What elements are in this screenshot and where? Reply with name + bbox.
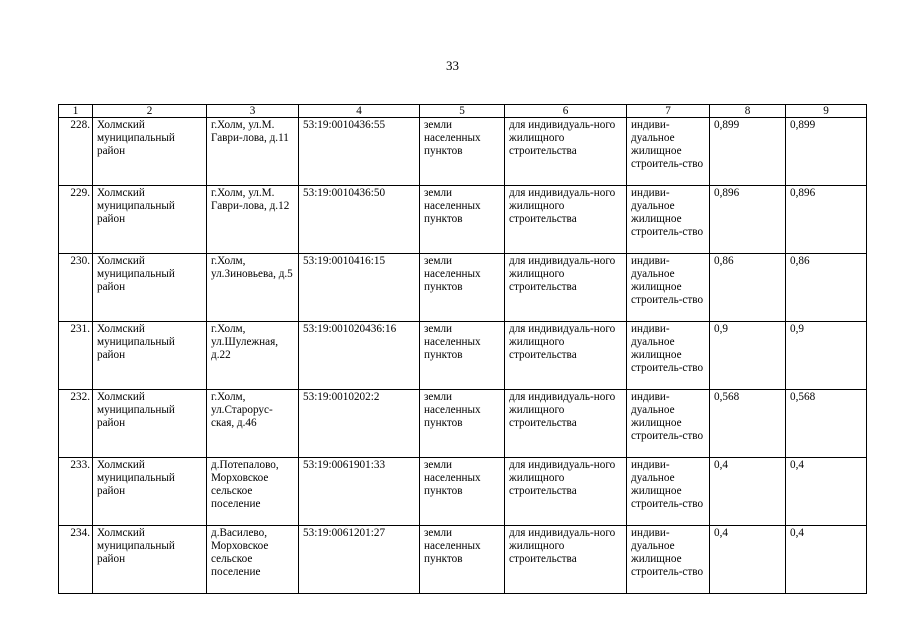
land-category-cell: земли населенных пунктов — [420, 118, 505, 186]
column-header: 3 — [207, 105, 299, 118]
row-number-cell: 233. — [59, 458, 93, 526]
area-value-cell: 0,896 — [786, 186, 867, 254]
permitted-use-cell: для индивидуаль-ного жилищного строительства — [505, 118, 627, 186]
column-header: 9 — [786, 105, 867, 118]
permitted-use-cell: для индивидуаль-ного жилищного строительства — [505, 458, 627, 526]
area-value-cell: 0,4 — [710, 526, 786, 594]
district-cell: Холмский муниципальный район — [93, 186, 207, 254]
address-cell: д.Василево, Морховское сельское поселение — [207, 526, 299, 594]
actual-use-cell: индиви-дуальное жилищное строитель-ство — [627, 186, 710, 254]
column-header: 7 — [627, 105, 710, 118]
table-row — [59, 458, 867, 526]
area-value-cell: 0,9 — [710, 322, 786, 390]
address-cell: г.Холм, ул.М. Гаври-лова, д.12 — [207, 186, 299, 254]
row-number-cell: 230. — [59, 254, 93, 322]
row-number-cell: 232. — [59, 390, 93, 458]
table-row — [59, 186, 867, 254]
area-value-cell: 0,86 — [786, 254, 867, 322]
column-header: 8 — [710, 105, 786, 118]
address-cell: д.Потепалово, Морховское сельское поселение — [207, 458, 299, 526]
land-category-cell: земли населенных пунктов — [420, 458, 505, 526]
column-number-row — [59, 105, 867, 118]
table-row — [59, 254, 867, 322]
area-value-cell: 0,86 — [710, 254, 786, 322]
table-row — [59, 390, 867, 458]
address-cell: г.Холм, ул.Старорус-ская, д.46 — [207, 390, 299, 458]
actual-use-cell: индиви-дуальное жилищное строитель-ство — [627, 118, 710, 186]
area-value-cell: 0,568 — [786, 390, 867, 458]
district-cell: Холмский муниципальный район — [93, 390, 207, 458]
address-cell: г.Холм, ул.М. Гаври-лова, д.11 — [207, 118, 299, 186]
district-cell: Холмский муниципальный район — [93, 458, 207, 526]
land-category-cell: земли населенных пунктов — [420, 322, 505, 390]
area-value-cell: 0,899 — [710, 118, 786, 186]
actual-use-cell: индиви-дуальное жилищное строитель-ство — [627, 322, 710, 390]
column-header: 6 — [505, 105, 627, 118]
land-category-cell: земли населенных пунктов — [420, 254, 505, 322]
permitted-use-cell: для индивидуаль-ного жилищного строительства — [505, 254, 627, 322]
actual-use-cell: индиви-дуальное жилищное строитель-ство — [627, 390, 710, 458]
cadastral-number-cell: 53:19:0010436:55 — [299, 118, 420, 186]
permitted-use-cell: для индивидуаль-ного жилищного строительства — [505, 322, 627, 390]
permitted-use-cell: для индивидуаль-ного жилищного строительства — [505, 526, 627, 594]
cadastral-number-cell: 53:19:0010202:2 — [299, 390, 420, 458]
land-category-cell: земли населенных пунктов — [420, 186, 505, 254]
cadastral-number-cell: 53:19:0010436:50 — [299, 186, 420, 254]
row-number-cell: 234. — [59, 526, 93, 594]
area-value-cell: 0,896 — [710, 186, 786, 254]
actual-use-cell: индиви-дуальное жилищное строитель-ство — [627, 458, 710, 526]
area-value-cell: 0,4 — [786, 526, 867, 594]
table-row — [59, 322, 867, 390]
land-registry-table — [58, 104, 867, 594]
permitted-use-cell: для индивидуаль-ного жилищного строительства — [505, 390, 627, 458]
address-cell: г.Холм, ул.Шулежная, д.22 — [207, 322, 299, 390]
row-number-cell: 231. — [59, 322, 93, 390]
row-number-cell: 228. — [59, 118, 93, 186]
cadastral-number-cell: 53:19:0010416:15 — [299, 254, 420, 322]
row-number-cell: 229. — [59, 186, 93, 254]
column-header: 4 — [299, 105, 420, 118]
column-header: 1 — [59, 105, 93, 118]
area-value-cell: 0,899 — [786, 118, 867, 186]
table-row — [59, 118, 867, 186]
land-category-cell: земли населенных пунктов — [420, 526, 505, 594]
actual-use-cell: индиви-дуальное жилищное строитель-ство — [627, 254, 710, 322]
area-value-cell: 0,9 — [786, 322, 867, 390]
permitted-use-cell: для индивидуаль-ного жилищного строительства — [505, 186, 627, 254]
district-cell: Холмский муниципальный район — [93, 254, 207, 322]
cadastral-number-cell: 53:19:001020436:16 — [299, 322, 420, 390]
column-header: 5 — [420, 105, 505, 118]
page-number: 33 — [446, 58, 459, 73]
table-row — [59, 526, 867, 594]
land-category-cell: земли населенных пунктов — [420, 390, 505, 458]
address-cell: г.Холм, ул.Зиновьева, д.5 — [207, 254, 299, 322]
column-header: 2 — [93, 105, 207, 118]
area-value-cell: 0,568 — [710, 390, 786, 458]
actual-use-cell: индиви-дуальное жилищное строитель-ство — [627, 526, 710, 594]
district-cell: Холмский муниципальный район — [93, 322, 207, 390]
area-value-cell: 0,4 — [710, 458, 786, 526]
area-value-cell: 0,4 — [786, 458, 867, 526]
cadastral-number-cell: 53:19:0061901:33 — [299, 458, 420, 526]
district-cell: Холмский муниципальный район — [93, 118, 207, 186]
cadastral-number-cell: 53:19:0061201:27 — [299, 526, 420, 594]
district-cell: Холмский муниципальный район — [93, 526, 207, 594]
